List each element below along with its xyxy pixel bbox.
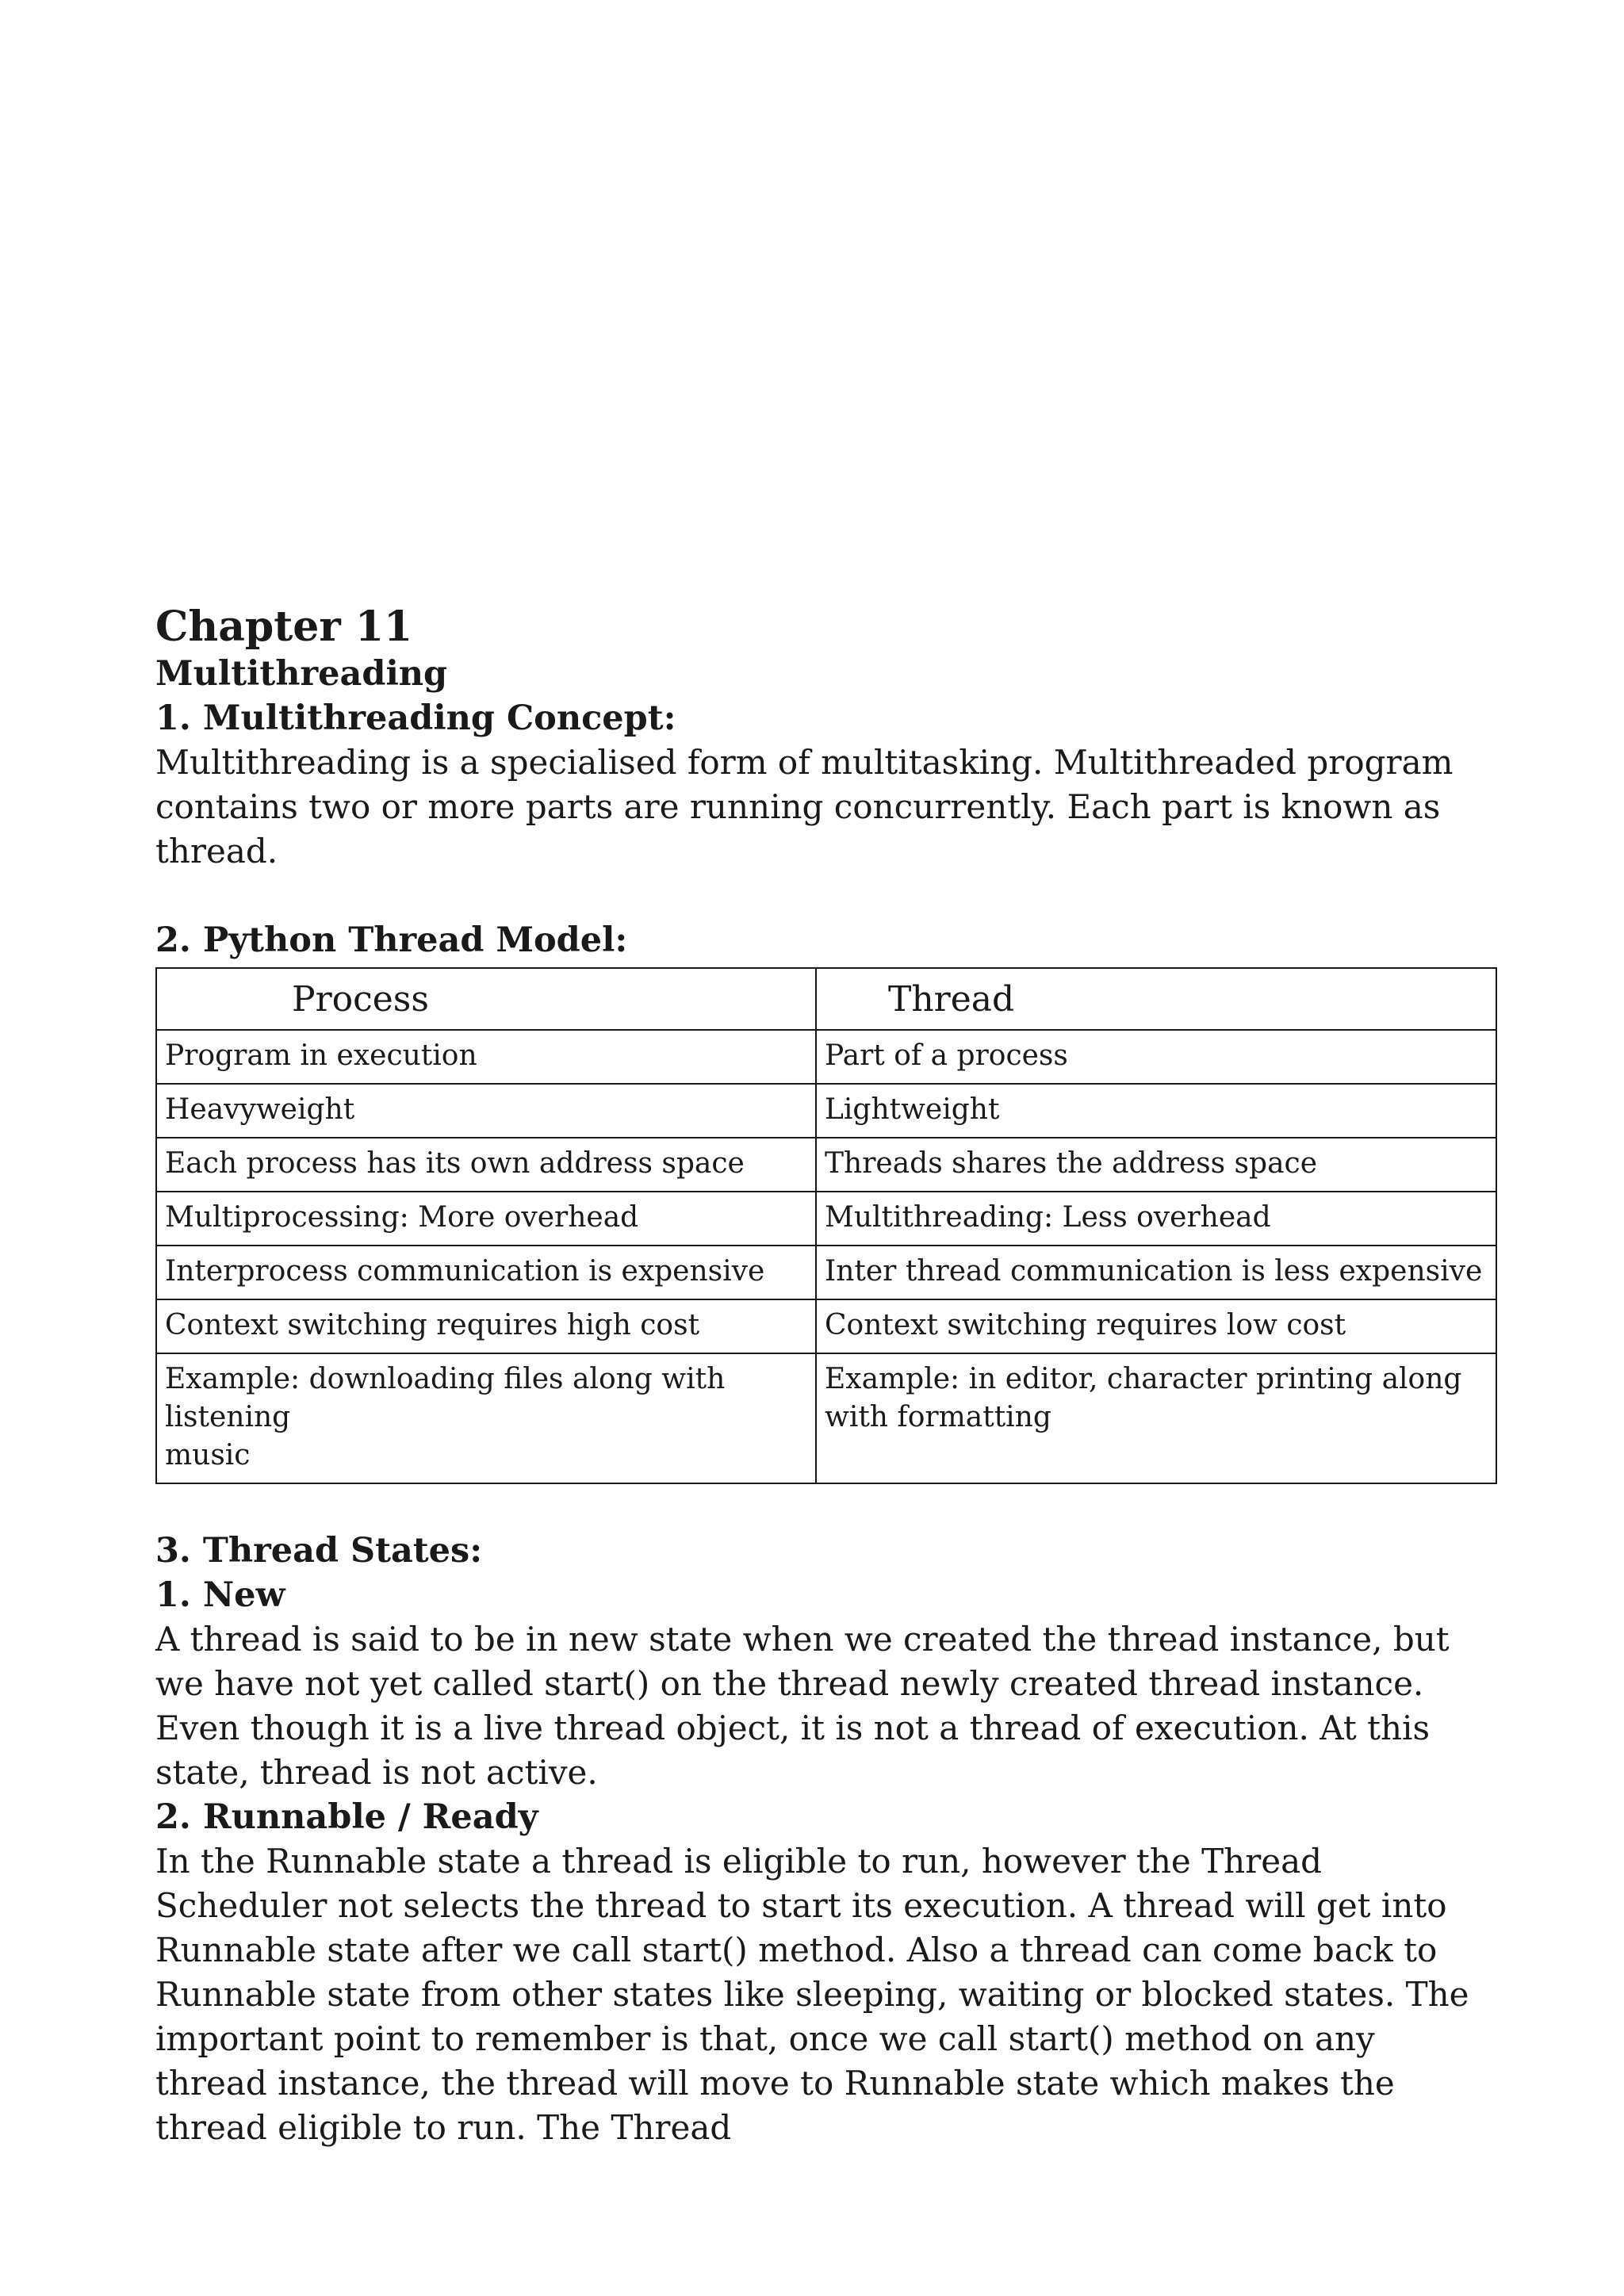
header-process: Process [156,968,816,1030]
process-cell: Context switching requires high cost [156,1299,816,1353]
header-thread: Thread [816,968,1496,1030]
section-3-heading: 3. Thread States: [155,1531,483,1571]
process-cell: Example: downloading files along with listening music [156,1353,816,1483]
thread-cell: Threads shares the address space [816,1138,1496,1192]
process-cell: Multiprocessing: More overhead [156,1192,816,1246]
process-cell: Interprocess communication is expensive [156,1246,816,1299]
section-1-body: Multithreading is a specialised form of multitasking. Multithreaded program contains two or more parts are running concurrently. Each part is known as thread. [155,743,1454,871]
table-row [156,1138,1496,1192]
table-row [156,1192,1496,1246]
state-new-body: A thread is said to be in new state when we created the thread instance, but we have not yet called start() on the thread newly created thread instance. Even though it is a live thread object, it is not a thread of execution. At this state, thread is not active. [155,1620,1450,1792]
thread-cell: Lightweight [816,1084,1496,1138]
chapter-subtitle: Multithreading [155,654,448,694]
chapter-title: Chapter 11 [155,603,413,651]
table-row [156,1246,1496,1299]
spacer [155,874,1496,918]
thread-cell: Multithreading: Less overhead [816,1192,1496,1246]
state-runnable-heading: 2. Runnable / Ready [155,1797,538,1837]
process-cell: Heavyweight [156,1084,816,1138]
section-1-heading: 1. Multithreading Concept: [155,698,676,738]
thread-cell: Part of a process [816,1030,1496,1084]
table-row [156,1353,1496,1483]
section-2-heading: 2. Python Thread Model: [155,920,628,960]
state-new-heading: 1. New [155,1575,285,1615]
process-thread-table [155,967,1497,1484]
thread-cell: Example: in editor, character printing along with formatting [816,1353,1496,1483]
table-header-row [156,968,1496,1030]
state-runnable-body: In the Runnable state a thread is eligible to run, however the Thread Scheduler not selects the thread to start its execution. A thread will get into Runnable state after we call start() method. Also a thread can come back to Runnable state from other states like sleeping, waiting or blocked states. The important point to remember is that, once we call start() method on any thread instance, the thread will move to Runnable state which makes the thread eligible to run. The Thread [155,1842,1469,2147]
process-cell: Program in execution [156,1030,816,1084]
table-row [156,1299,1496,1353]
thread-cell: Inter thread communication is less expensive [816,1246,1496,1299]
thread-cell: Context switching requires low cost [816,1299,1496,1353]
table-row [156,1084,1496,1138]
document-page [155,603,1496,2150]
table-row [156,1030,1496,1084]
process-cell: Each process has its own address space [156,1138,816,1192]
spacer [155,1484,1496,1529]
